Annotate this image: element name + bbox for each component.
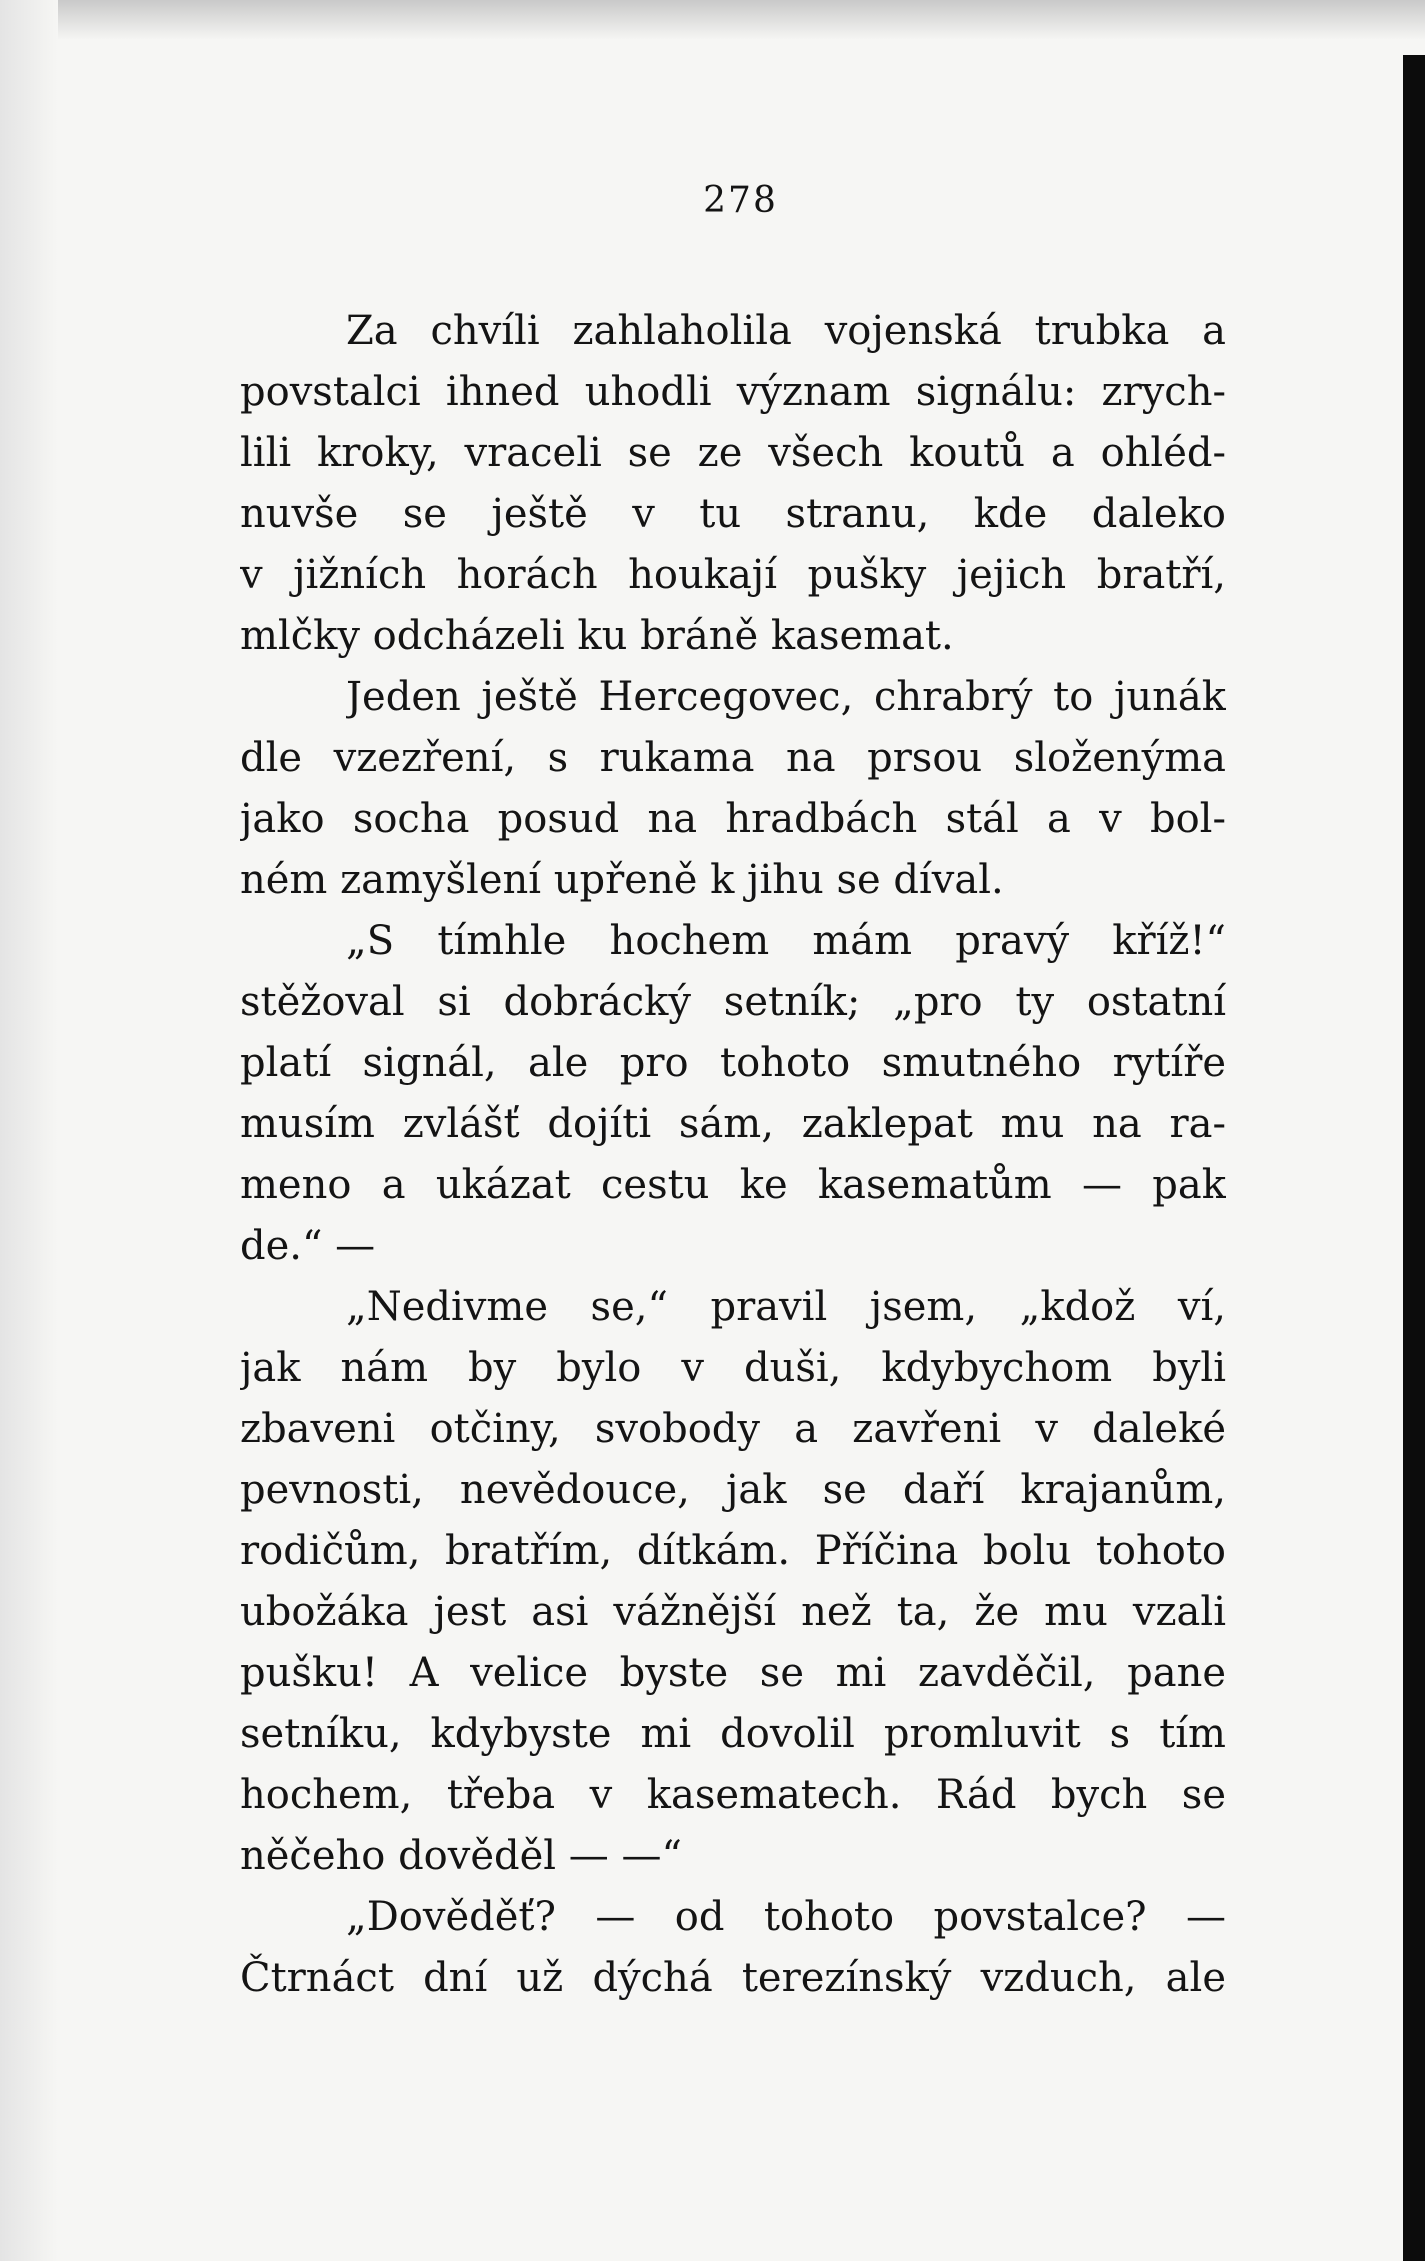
text-line: rodičům, bratřím, dítkám. Příčina bolu tohoto (240, 1528, 1226, 1574)
text-line: ubožáka jest asi vážnější než ta, že mu vzali (240, 1589, 1226, 1635)
text-line: stěžoval si dobrácký setník; „pro ty ostatní (240, 979, 1226, 1025)
text-line: ném zamyšlení upřeně k jihu se díval. (240, 857, 1004, 903)
text-line: meno a ukázat cestu ke kasematům — pak (240, 1162, 1226, 1208)
text-line: lili kroky, vraceli se ze všech koutů a ohléd- (240, 430, 1226, 476)
text-line: povstalci ihned uhodli význam signálu: zrych- (240, 369, 1226, 415)
text-line: de.“ — (240, 1223, 376, 1269)
text-line: něčeho dověděl — —“ (240, 1833, 682, 1879)
text-line: „Dověděť? — od tohoto povstalce? — (346, 1894, 1226, 1940)
text-line: dle vzezření, s rukama na prsou složenýma (240, 735, 1226, 781)
text-line: nuvše se ještě v tu stranu, kde daleko (240, 491, 1226, 537)
text-line: jak nám by bylo v duši, kdybychom byli (240, 1345, 1226, 1391)
text-line: platí signál, ale pro tohoto smutného rytíře (240, 1040, 1226, 1086)
text-line: musím zvlášť dojíti sám, zaklepat mu na ra- (240, 1101, 1226, 1147)
text-line: zbaveni otčiny, svobody a zavřeni v daleké (240, 1406, 1226, 1452)
text-line: mlčky odcházeli ku bráně kasemat. (240, 613, 954, 659)
text-line: pevnosti, nevědouce, jak se daří krajanům, (240, 1467, 1226, 1513)
text-line: setníku, kdybyste mi dovolil promluvit s tím (240, 1711, 1226, 1757)
text-line: Jeden ještě Hercegovec, chrabrý to junák (346, 674, 1226, 720)
text-line: Čtrnáct dní už dýchá terezínský vzduch, ale (240, 1955, 1226, 2001)
text-line: „S tímhle hochem mám pravý kříž!“ (346, 918, 1226, 964)
text-line: pušku! A velice byste se mi zavděčil, pane (240, 1650, 1226, 1696)
text-line: hochem, třeba v kasematech. Rád bych se (240, 1772, 1226, 1818)
text-line: Za chvíli zahlaholila vojenská trubka a (346, 308, 1226, 354)
page-number: 278 (703, 180, 778, 221)
text-line: v jižních horách houkají pušky jejich bratří, (240, 552, 1226, 598)
text-line: „Nedivme se,“ pravil jsem, „kdož ví, (346, 1284, 1226, 1330)
text-line: jako socha posud na hradbách stál a v bol- (240, 796, 1226, 842)
